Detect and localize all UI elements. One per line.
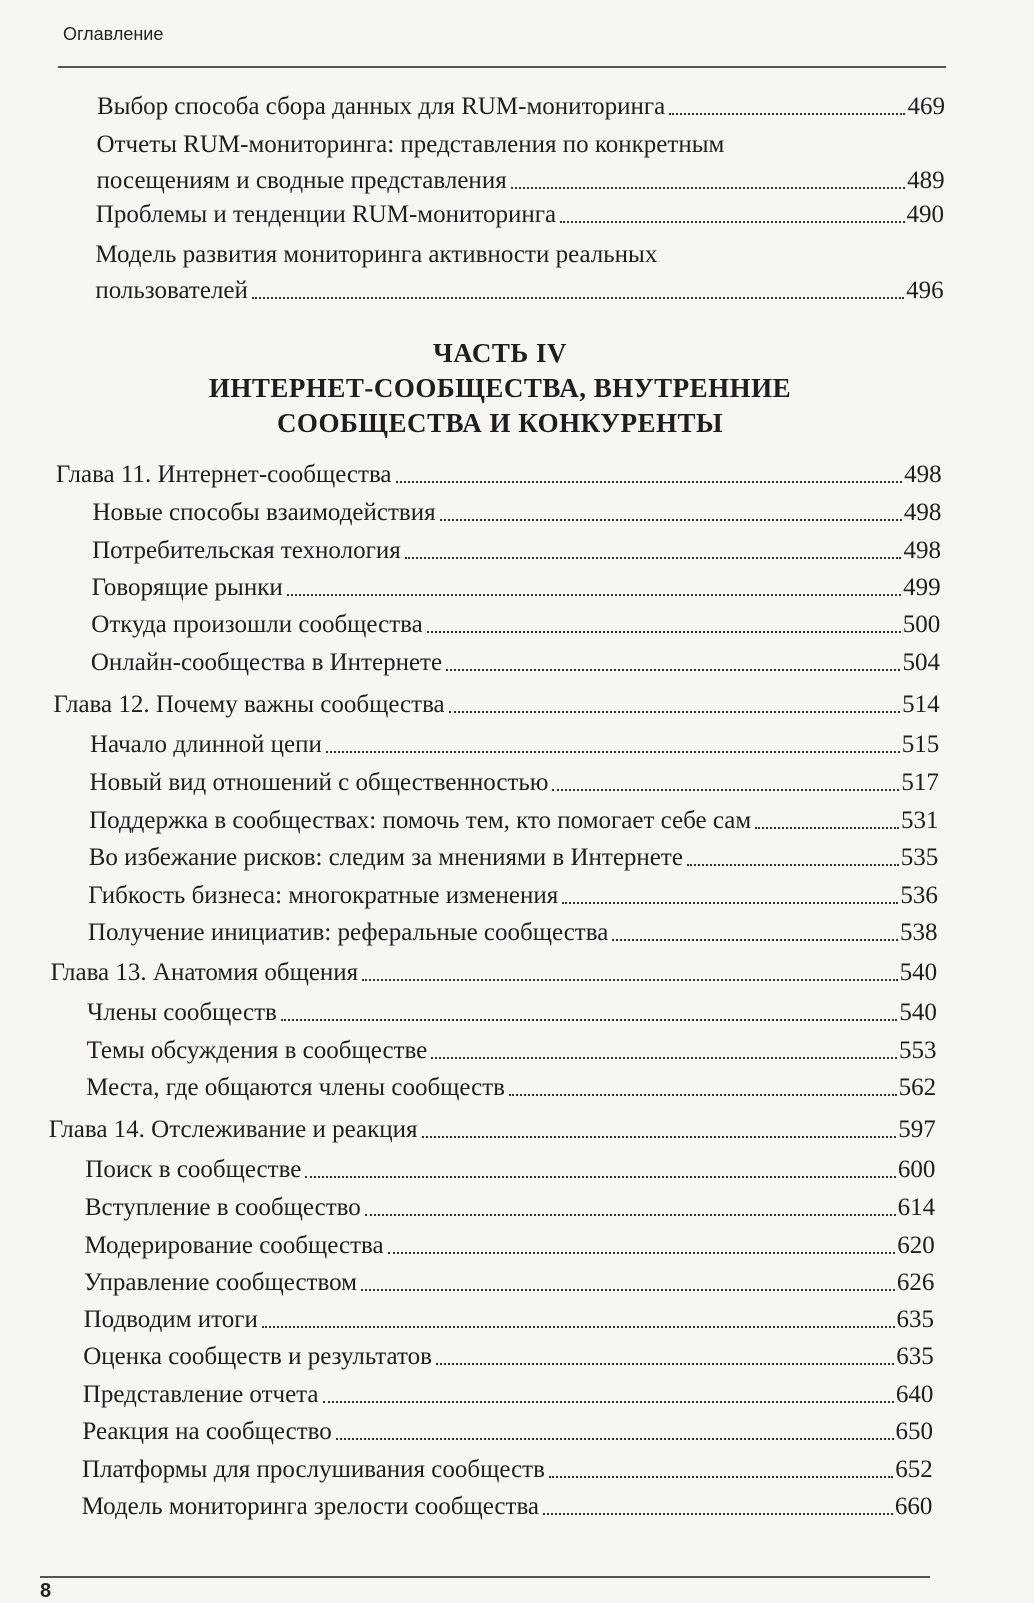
dot-leader [287,594,901,596]
toc-section-entry[interactable] [90,730,939,760]
dot-leader [323,1401,894,1403]
toc-entry-title: Глава 11. Интернет-сообщества [55,461,392,488]
toc-entry-title: Оценка сообществ и результатов [83,1343,432,1370]
dot-leader [365,1214,896,1216]
toc-page-number: 650 [895,1418,934,1445]
dot-leader [552,789,899,791]
dot-leader [422,1136,897,1138]
toc-entry-title: Поддержка в сообществах: помочь тем, кто помогает себе сам [89,807,752,834]
toc-entry-title: Во избежание рисков: следим за мнениями в Интернете [88,844,683,871]
dot-leader [262,1326,895,1328]
toc-section-entry[interactable] [82,1455,933,1485]
toc-entry-title: Получение инициатив: реферальные сообщества [87,919,609,946]
toc-entry-title: Модерирование сообщества [84,1232,384,1259]
toc-section-entry[interactable] [88,881,938,911]
toc-page-number: 496 [906,277,944,304]
toc-entry-title: Модель мониторинга зрелости сообщества [81,1493,540,1520]
dot-leader [549,1476,893,1478]
part-title-line: СООБЩЕСТВА И КОНКУРЕНТЫ [276,408,724,438]
dot-leader [252,297,904,299]
part-number: ЧАСТЬ IV [432,338,568,368]
toc-page-number: 515 [901,731,940,758]
toc-page-number: 499 [903,574,941,601]
toc-section-entry[interactable] [91,648,940,678]
toc-entry-title: Управление сообществом [84,1269,357,1296]
toc-page-number: 562 [898,1074,937,1101]
toc-page-number: 469 [907,93,945,120]
toc-page-number: 635 [896,1343,934,1370]
dot-leader [440,519,902,521]
toc-entry-title: Глава 12. Почему важны сообщества [53,691,445,718]
toc-entry-title: Потребительская технология [92,537,401,564]
dot-leader [543,1513,893,1515]
toc-section-entry[interactable] [93,498,942,528]
dot-leader [560,221,904,223]
toc-page-number: 531 [901,807,939,834]
toc-page-number: 635 [896,1306,935,1333]
toc-entry-title: Темы обсуждения в сообществе [86,1037,428,1064]
toc-page-number: 500 [902,611,941,638]
dot-leader [449,711,900,713]
toc-page-number: 614 [897,1194,936,1221]
toc-section-entry[interactable] [82,1492,933,1522]
toc-section-entry[interactable] [97,166,945,196]
toc-entry-title: Новые способы взаимодействия [92,499,436,526]
toc-section-entry[interactable] [92,536,941,566]
toc-page-number: 489 [907,167,945,194]
toc-page-number: 660 [894,1493,933,1520]
part-title-line: ИНТЕРНЕТ-СООБЩЕСТВА, ВНУТРЕННИЕ [208,373,792,403]
toc-entry-title: Начало длинной цепи [89,731,322,758]
toc-section-entry[interactable] [91,610,940,640]
toc-page-number: 498 [903,537,941,564]
toc-page-number: 620 [897,1232,935,1259]
toc-entry-title: Выбор способа сбора данных для RUM-мониторинга [96,93,666,120]
dot-leader [431,1057,897,1059]
toc-section-entry[interactable] [83,1380,934,1410]
header-rule [58,66,946,68]
toc-section-entry[interactable] [95,276,943,306]
toc-entry-title: Места, где общаются члены сообществ [86,1074,505,1101]
toc-section-entry[interactable] [84,1305,934,1335]
dot-leader [388,1252,896,1254]
toc-page-number: 536 [900,882,938,909]
dot-leader [446,669,900,671]
footer-rule [40,1576,930,1578]
toc-section-entry[interactable] [96,200,944,230]
toc-page-number: 640 [895,1381,934,1408]
toc-entry-title: Члены сообществ [87,999,277,1026]
toc-entry-title: посещениям и сводные представления [96,167,507,194]
toc-page-number: 498 [903,499,942,526]
toc-page-number: 652 [895,1456,933,1483]
toc-entry-title-line: Модель развития мониторинга активности реальных [95,241,658,268]
dot-leader [612,939,898,941]
dot-leader [509,1094,897,1096]
toc-chapter-entry[interactable] [56,460,942,490]
toc-entry-title-line: Отчеты RUM-мониторинга: представления по конкретным [96,131,725,158]
dot-leader [511,187,905,189]
toc-section-entry[interactable] [83,1342,934,1372]
toc-page-number: 504 [902,649,940,676]
running-head: Оглавление [63,24,164,44]
toc-section-entry[interactable] [90,768,939,798]
toc-page-number: 538 [900,919,938,946]
page-number: 8 [40,1580,52,1602]
toc-section-entry[interactable] [87,998,937,1028]
toc-section-entry[interactable] [92,573,941,603]
toc-page-number: 535 [900,844,939,871]
toc-page-number: 514 [902,691,940,718]
toc-entry-title: пользователей [95,277,248,304]
toc-entry-title: Новый вид отношений с общественностью [89,769,549,796]
dot-leader [396,481,903,483]
dot-leader [436,1363,894,1365]
toc-chapter-entry[interactable] [49,1115,936,1145]
toc-page-number: 517 [901,769,939,796]
toc-entry-title: Гибкость бизнеса: многократные изменения [88,882,559,909]
toc-section-entry[interactable] [89,806,938,836]
toc-chapter-entry[interactable] [50,958,937,988]
toc-entry-title: Платформы для прослушивания сообществ [81,1456,545,1483]
toc-chapter-entry[interactable] [53,690,939,720]
toc-entry-title: Представление отчета [82,1381,319,1408]
toc-section-entry[interactable] [97,92,945,122]
toc-entry-title: Откуда произошли сообщества [91,611,423,638]
toc-page-number: 553 [898,1037,937,1064]
toc-section-entry[interactable] [85,1193,935,1223]
toc-entry-title: Подводим итоги [83,1306,258,1333]
toc-entry-title: Онлайн-сообщества в Интернете [90,649,443,676]
dot-leader [336,1438,894,1440]
dot-leader [562,902,898,904]
toc-section-entry[interactable] [88,918,938,948]
toc-section-entry[interactable] [86,1073,936,1103]
dot-leader [361,1289,895,1291]
toc-section-entry[interactable] [85,1155,935,1185]
dot-leader [669,113,905,115]
toc-page-number: 626 [896,1269,935,1296]
dot-leader [427,631,901,633]
toc-page-number: 540 [899,999,937,1026]
toc-entry-title: Реакция на сообщество [82,1418,332,1445]
dot-leader [755,827,899,829]
toc-entry-title: Глава 14. Отслеживание и реакция [48,1116,418,1143]
toc-page-number: 490 [906,201,944,228]
toc-section-entry[interactable] [87,1036,937,1066]
toc-page-number: 600 [897,1156,936,1183]
dot-leader [362,979,897,981]
toc-page-number: 597 [898,1116,936,1143]
toc-page-number: 540 [899,959,938,986]
dot-leader [405,557,902,559]
dot-leader [281,1019,897,1021]
toc-section-entry[interactable] [82,1417,933,1447]
toc-entry-title: Говорящие рынки [91,574,283,601]
toc-entry-title: Поиск в сообществе [85,1156,302,1183]
toc-section-entry[interactable] [84,1268,934,1298]
toc-entry-title: Глава 13. Анатомия общения [50,959,359,986]
toc-section-entry[interactable] [84,1231,934,1261]
dot-leader [305,1176,896,1178]
toc-page-number: 498 [904,461,942,488]
dot-leader [326,751,900,753]
toc-section-entry[interactable] [89,843,939,873]
toc-entry-title: Вступление в сообщество [84,1194,361,1221]
toc-entry-title: Проблемы и тенденции RUM-мониторинга [95,201,557,228]
dot-leader [687,864,899,866]
